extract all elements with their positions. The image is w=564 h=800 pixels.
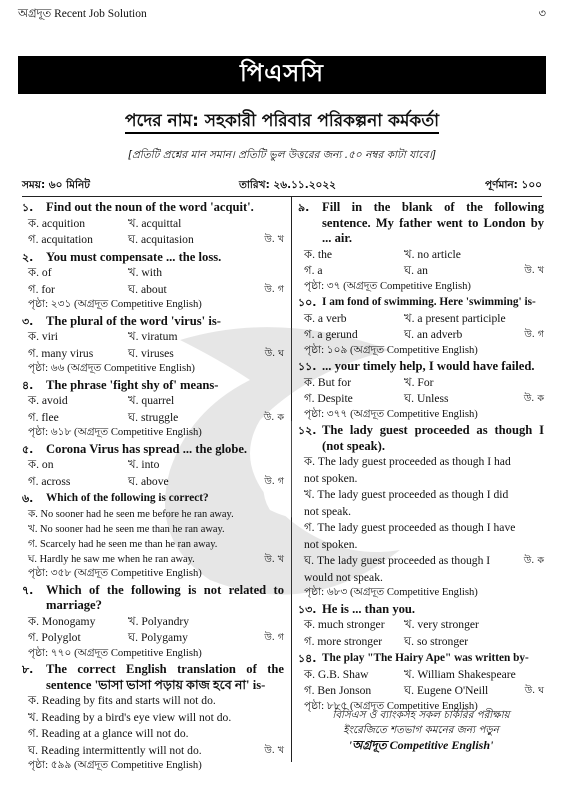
- option-text: গ. across: [28, 474, 71, 488]
- option-text: খ. The lady guest proceeded as though I did not speak.: [304, 488, 509, 518]
- answer-label: উ. খ: [264, 554, 284, 566]
- answer-label: [522, 634, 544, 651]
- answer-label: [262, 614, 284, 631]
- question-options: [298, 311, 544, 344]
- question-text: Corona Virus has spread ... the globe.: [46, 441, 248, 456]
- answer-label: [522, 667, 544, 684]
- option-text: খ. For: [404, 375, 434, 389]
- question-stem: [22, 200, 284, 216]
- page-reference: পৃষ্ঠা: ৩৭ (অগ্রদূত Competitive English): [304, 280, 471, 292]
- option-row: [304, 634, 544, 651]
- option-text: ক. the: [304, 247, 333, 261]
- question-options: [22, 457, 284, 490]
- question-item: [22, 662, 284, 774]
- question-number: ১৩.: [298, 602, 317, 616]
- option-text: খ. No sooner had he seen me than he ran away.: [28, 523, 225, 535]
- question-item: [298, 423, 544, 601]
- question-text: Which of the following is correct?: [46, 492, 209, 504]
- exam-date: তারিখ: ২৬.১১.২০২২: [238, 179, 337, 191]
- answer-label: উ. গ: [524, 329, 544, 340]
- option-row: [304, 263, 544, 280]
- option-row: [304, 375, 544, 392]
- left-question-column: [22, 200, 284, 775]
- question-stem: [298, 423, 544, 454]
- option-row: [304, 683, 544, 700]
- question-text: You must compensate ... the loss.: [46, 249, 222, 264]
- option-text: খ. a present participle: [404, 311, 506, 325]
- option-row: [28, 693, 284, 710]
- option-row: [304, 520, 544, 553]
- header-rule: [22, 196, 542, 197]
- question-item: [298, 200, 544, 294]
- question-item: [298, 359, 544, 422]
- question-options: [298, 247, 544, 280]
- answer-label: উ. খ: [264, 234, 284, 245]
- answer-label: উ. ঘ: [264, 347, 284, 359]
- question-number: ৫.: [22, 442, 34, 456]
- option-text: ঘ. about: [128, 282, 167, 296]
- answer-label: উ. গ: [264, 632, 284, 644]
- question-text: Fill in the blank of the following sentence. My father went to London by ... air.: [322, 200, 544, 245]
- option-row: [28, 393, 284, 410]
- question-item: [298, 295, 544, 358]
- answer-label: [262, 329, 284, 346]
- option-text: খ. Reading by a bird's eye view will not do.: [28, 710, 232, 724]
- question-text: Which of the following is not related to marriage?: [46, 582, 284, 613]
- answer-label: [262, 393, 284, 410]
- option-text: ক. No sooner had he seen me before he ran away.: [28, 508, 234, 520]
- page-header: [18, 6, 546, 24]
- option-text: ক. on: [28, 458, 54, 471]
- page-reference: পৃষ্ঠা: ৭৭০ (অগ্রদূত Competitive English): [28, 647, 202, 659]
- question-text: The lady guest proceeded as though I (not speak).: [322, 423, 544, 453]
- option-text: ক. avoid: [28, 394, 68, 407]
- option-row: [304, 553, 544, 586]
- question-stem: [22, 250, 284, 266]
- answer-label: উ. খ: [524, 265, 544, 276]
- question-item: [22, 378, 284, 441]
- option-text: গ. flee: [28, 410, 59, 424]
- option-row: [28, 232, 284, 249]
- option-row: [28, 537, 284, 552]
- page-reference: পৃষ্ঠা: ৬৮৩ (অগ্রদূত Competitive English): [304, 587, 478, 598]
- brand-label: অগ্রদূত Recent Job Solution: [18, 8, 147, 20]
- question-text: The correct English translation of the sentence 'ভাসা ভাসা পড়ায় কাজ হবে না' is-: [46, 662, 284, 692]
- question-text: ... your timely help, I would have failed.: [322, 359, 535, 373]
- question-text: The plural of the word 'virus' is-: [46, 313, 221, 328]
- question-options: [298, 375, 544, 408]
- option-text: খ. with: [128, 266, 163, 279]
- question-number: ১.: [22, 201, 34, 214]
- promo-line-1: বিসিএস ও ব্যাংকসহ সকল চাকরির পরীক্ষায়: [332, 709, 510, 721]
- option-text: ঘ. Hardly he saw me when he ran away.: [28, 554, 195, 566]
- exam-time: সময়: ৬০ মিনিট: [22, 179, 90, 191]
- question-item: [22, 491, 284, 582]
- question-item: [22, 314, 284, 377]
- answer-label: উ. ঘ: [524, 685, 544, 696]
- question-number: ১৪.: [298, 652, 317, 665]
- answer-label: [262, 522, 284, 537]
- option-text: ক. a verb: [304, 311, 347, 325]
- question-text: Find out the noun of the word 'acquit'.: [46, 200, 254, 214]
- question-options: [22, 216, 284, 249]
- answer-label: [262, 537, 284, 552]
- question-stem: [22, 314, 284, 330]
- answer-label: [522, 247, 544, 264]
- option-row: [28, 346, 284, 363]
- option-text: ক. But for: [304, 375, 352, 389]
- page-reference: পৃষ্ঠা: ২৩১ (অগ্রদূত Competitive English): [28, 299, 202, 310]
- option-row: [28, 614, 284, 631]
- answer-label: [262, 710, 284, 727]
- option-row: [304, 311, 544, 328]
- option-text: খ. acquittal: [128, 216, 182, 230]
- option-text: ঘ. Eugene O'Neill: [404, 684, 489, 697]
- answer-label: [262, 265, 284, 282]
- option-text: ঘ. acquitasion: [128, 233, 194, 246]
- option-row: [28, 216, 284, 233]
- exam-full-marks: পূর্ণমান: ১০০: [485, 179, 542, 191]
- question-number: ২.: [22, 250, 34, 264]
- option-row: [28, 457, 284, 474]
- option-text: ঘ. an adverb: [404, 328, 463, 341]
- question-number: ৮.: [22, 663, 34, 677]
- question-number: ১০.: [298, 296, 317, 309]
- page-reference: পৃষ্ঠা: ৩৫৮ (অগ্রদূত Competitive English): [28, 568, 202, 580]
- exam-banner: [18, 56, 546, 94]
- question-stem: [22, 491, 284, 507]
- exam-meta: [22, 178, 542, 195]
- question-options: [298, 454, 544, 586]
- page-number: ৩: [538, 8, 546, 20]
- question-item: [22, 583, 284, 662]
- question-stem: [298, 602, 544, 618]
- question-stem: [298, 200, 544, 247]
- option-text: গ. many virus: [28, 346, 94, 360]
- page-reference: পৃষ্ঠা: ৫৯৯ (অগ্রদূত Competitive English): [28, 760, 202, 772]
- option-text: গ. a: [304, 264, 323, 277]
- answer-label: উ. ক: [523, 393, 544, 404]
- option-text: ক. Reading by fits and starts will not do.: [28, 694, 216, 708]
- option-row: [28, 522, 284, 537]
- banner-title: পিএসসি: [240, 59, 324, 87]
- question-number: ৪.: [22, 378, 34, 392]
- option-text: গ. Polyglot: [28, 631, 81, 645]
- option-text: গ. more stronger: [304, 634, 383, 648]
- question-number: ১১.: [298, 360, 317, 373]
- answer-label: [522, 454, 544, 487]
- option-text: খ. viratum: [128, 330, 178, 343]
- option-row: [304, 487, 544, 520]
- question-item: [22, 250, 284, 313]
- question-stem: [298, 295, 544, 311]
- option-row: [304, 247, 544, 264]
- question-stem: [22, 583, 284, 614]
- promo-line-2: ইংরেজিতে শতভাগ কমনের জন্য পড়ুন: [343, 724, 499, 736]
- option-text: ক. viri: [28, 330, 59, 343]
- answer-label: [522, 311, 544, 328]
- option-text: ঘ. struggle: [128, 410, 179, 424]
- option-text: গ. Scarcely had he seen me than he ran away.: [28, 538, 218, 550]
- question-text: The phrase 'fight shy of' means-: [46, 377, 219, 392]
- answer-label: উ. ক: [263, 411, 284, 423]
- option-row: [304, 617, 544, 634]
- question-number: ৬.: [22, 492, 34, 505]
- option-row: [28, 265, 284, 282]
- question-options: [22, 614, 284, 647]
- option-text: ঘ. The lady guest proceeded as though I would not speak.: [304, 554, 491, 584]
- answer-label: [522, 617, 544, 634]
- question-item: [22, 200, 284, 249]
- option-text: ঘ. Reading intermittently will not do.: [28, 743, 202, 757]
- option-text: ক. much stronger: [304, 618, 385, 631]
- question-stem: [298, 359, 544, 375]
- answer-label: [262, 216, 284, 233]
- question-options: [22, 507, 284, 568]
- option-row: [28, 474, 284, 491]
- answer-label: [262, 726, 284, 743]
- question-item: [22, 442, 284, 491]
- answer-label: উ. গ: [264, 283, 284, 295]
- option-text: ক. G.B. Shaw: [304, 667, 369, 681]
- question-stem: [22, 662, 284, 693]
- question-options: [22, 693, 284, 759]
- option-text: ক. of: [28, 266, 52, 279]
- option-row: [28, 710, 284, 727]
- question-text: He is ... than you.: [322, 601, 416, 616]
- option-text: গ. The lady guest proceeded as though I have not spoken.: [304, 521, 516, 551]
- question-options: [298, 617, 544, 650]
- promo-block: [298, 708, 544, 753]
- question-number: ৯.: [298, 201, 310, 214]
- post-title: পদের নাম: সহকারী পরিবার পরিকল্পনা কর্মকর্তা: [18, 108, 546, 136]
- answer-label: উ. ক: [523, 555, 544, 566]
- option-text: ক. The lady guest proceeded as though I had not spoken.: [304, 455, 511, 485]
- option-row: [304, 327, 544, 344]
- option-row: [28, 410, 284, 427]
- question-item: [298, 602, 544, 651]
- answer-label: [522, 487, 544, 520]
- option-text: খ. quarrel: [128, 394, 175, 407]
- column-divider: [291, 197, 292, 762]
- question-options: [298, 667, 544, 700]
- question-options: [22, 329, 284, 362]
- option-row: [28, 329, 284, 346]
- option-row: [28, 507, 284, 522]
- option-row: [28, 282, 284, 299]
- option-text: ক. acquition: [28, 216, 86, 230]
- page-reference: পৃষ্ঠা: ১০৯ (অগ্রদূত Competitive English): [304, 344, 478, 356]
- option-text: ঘ. Polygamy: [128, 631, 188, 645]
- option-text: খ. into: [128, 458, 160, 471]
- option-text: খ. very stronger: [404, 618, 479, 631]
- promo-book: 'অগ্রদূত Competitive English': [348, 738, 494, 752]
- option-text: খ. no article: [404, 247, 461, 261]
- question-number: ১২.: [298, 424, 317, 437]
- page-reference: পৃষ্ঠা: ৩৭৭ (অগ্রদূত Competitive English): [304, 408, 478, 420]
- option-text: ক. Monogamy: [28, 614, 96, 628]
- answer-label: [522, 520, 544, 553]
- option-text: ঘ. so stronger: [404, 634, 469, 648]
- question-stem: [22, 442, 284, 458]
- option-text: গ. a gerund: [304, 328, 358, 341]
- question-number: ৭.: [22, 583, 34, 597]
- page-reference: পৃষ্ঠা: ৬১৮ (অগ্রদূত Competitive English): [28, 427, 202, 438]
- option-text: ঘ. Unless: [404, 392, 449, 405]
- question-options: [22, 265, 284, 298]
- question-text: The play "The Hairy Ape" was written by-: [322, 652, 529, 664]
- option-row: [304, 667, 544, 684]
- option-row: [28, 630, 284, 647]
- option-row: [304, 454, 544, 487]
- answer-label: উ. খ: [264, 744, 284, 756]
- option-text: গ. for: [28, 282, 55, 296]
- question-stem: [22, 378, 284, 394]
- question-options: [22, 393, 284, 426]
- question-number: ৩.: [22, 314, 34, 328]
- question-text: I am fond of swimming. Here 'swimming' is-: [322, 296, 536, 308]
- option-text: খ. Polyandry: [128, 614, 190, 628]
- answer-label: [262, 507, 284, 522]
- option-row: [28, 726, 284, 743]
- option-row: [28, 743, 284, 760]
- answer-label: [522, 375, 544, 392]
- option-text: গ. Ben Jonson: [304, 684, 372, 697]
- question-stem: [298, 651, 544, 667]
- marking-note: [প্রতিটি প্রশ্নের মান সমান। প্রতিটি ভুল উত্তরের জন্য .৫০ নম্বর কাটা যাবে।]: [127, 149, 437, 161]
- answer-label: [262, 693, 284, 710]
- option-text: ঘ. viruses: [128, 346, 174, 360]
- answer-label: উ. গ: [264, 475, 284, 487]
- option-row: [28, 552, 284, 567]
- option-text: খ. William Shakespeare: [404, 667, 516, 681]
- option-text: গ. Despite: [304, 392, 353, 405]
- question-item: [298, 651, 544, 714]
- option-text: গ. Reading at a glance will not do.: [28, 727, 189, 741]
- page-reference: পৃষ্ঠা: ৬৬ (অগ্রদূত Competitive English): [28, 363, 195, 374]
- option-row: [304, 391, 544, 408]
- right-question-column: [298, 200, 544, 715]
- page-reference: পৃষ্ঠা: ৮৮৫ (অগ্রদূত Competitive English): [304, 700, 478, 712]
- option-text: ঘ. above: [128, 474, 169, 488]
- answer-label: [262, 457, 284, 474]
- option-text: গ. acquitation: [28, 233, 93, 246]
- option-text: ঘ. an: [404, 264, 428, 277]
